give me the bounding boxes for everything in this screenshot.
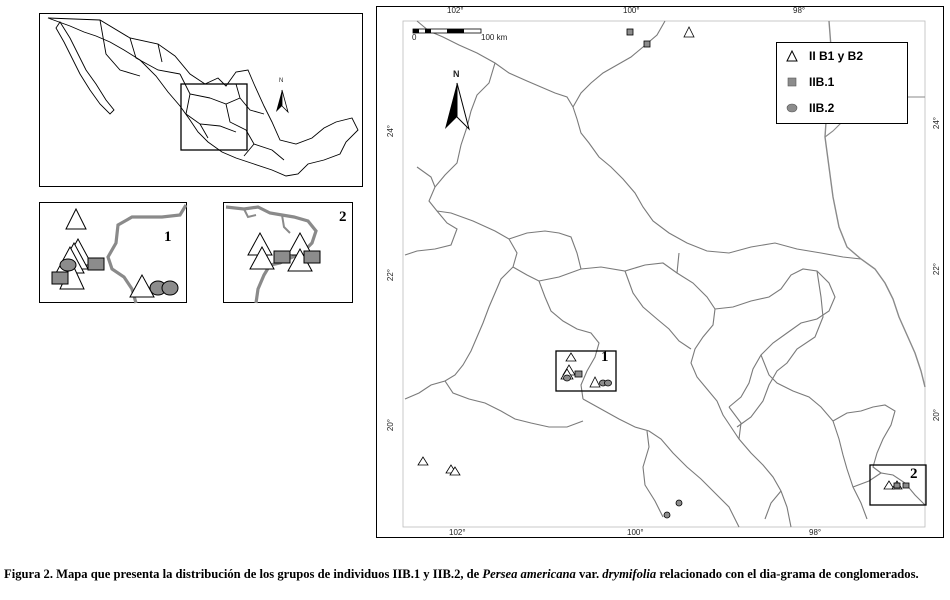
- lon-tick-bottom-1: 102°: [449, 528, 466, 537]
- figure-caption: [4, 567, 946, 582]
- mexico-outline-map: [40, 14, 364, 188]
- legend-item: [785, 48, 863, 64]
- caption-lead: Figura 2. Mapa que presenta la distribución de los grupos de individuos IIB.1 y IIB.2, de: [4, 567, 483, 581]
- lon-tick-top-1: 102°: [447, 6, 464, 15]
- lat-tick-left-1: 24°: [386, 125, 395, 138]
- north-arrow-icon: [276, 90, 288, 112]
- lat-tick-right-3: 20°: [932, 409, 941, 422]
- inset-north-label: N: [279, 78, 284, 84]
- ellipse-gray-icon: [785, 101, 799, 115]
- study-box-1-label: 1: [601, 349, 609, 365]
- triangle-marker: [66, 209, 86, 229]
- square-marker: [88, 258, 104, 270]
- zoom-inset-1: [39, 202, 187, 303]
- zoom-inset-2: [223, 202, 353, 303]
- inset-1-label: 1: [164, 229, 172, 245]
- caption-variety: drymifolia: [602, 567, 657, 581]
- ellipse-marker: [60, 259, 76, 271]
- lat-tick-left-3: 20°: [386, 419, 395, 432]
- scale-bar: [413, 29, 481, 33]
- caption-tail: relacionado con el dia-grama de conglomerados.: [656, 567, 919, 581]
- scale-end-label: 100 km: [481, 33, 508, 42]
- mexico-overview-inset: [39, 13, 363, 187]
- legend-item: [785, 100, 834, 116]
- caption-species: Persea americana: [482, 567, 576, 581]
- lon-tick-bottom-3: 98°: [809, 528, 822, 537]
- legend-label: II B1 y B2: [809, 49, 864, 63]
- main-map: [376, 6, 944, 538]
- study-box-2-label: 2: [910, 466, 918, 482]
- lat-tick-right-2: 22°: [932, 263, 941, 276]
- lon-tick-bottom-2: 100°: [627, 528, 644, 537]
- lon-tick-top-2: 100°: [623, 6, 640, 15]
- triangle-open-icon: [785, 49, 799, 63]
- legend-label: IIB.1: [809, 75, 835, 89]
- caption-mid: var.: [575, 567, 603, 581]
- inset-2-map: [224, 203, 354, 304]
- lat-tick-left-2: 22°: [386, 269, 395, 282]
- legend-label: IIB.2: [809, 101, 835, 115]
- inset-1-map: [40, 203, 188, 304]
- lat-tick-right-1: 24°: [932, 117, 941, 130]
- north-label: N: [453, 69, 460, 79]
- lon-tick-top-3: 98°: [793, 6, 806, 15]
- map-legend: [776, 42, 908, 124]
- legend-item: [785, 74, 834, 90]
- square-gray-icon: [785, 75, 799, 89]
- inset-2-label: 2: [339, 209, 347, 225]
- scale-start-label: 0: [412, 33, 417, 42]
